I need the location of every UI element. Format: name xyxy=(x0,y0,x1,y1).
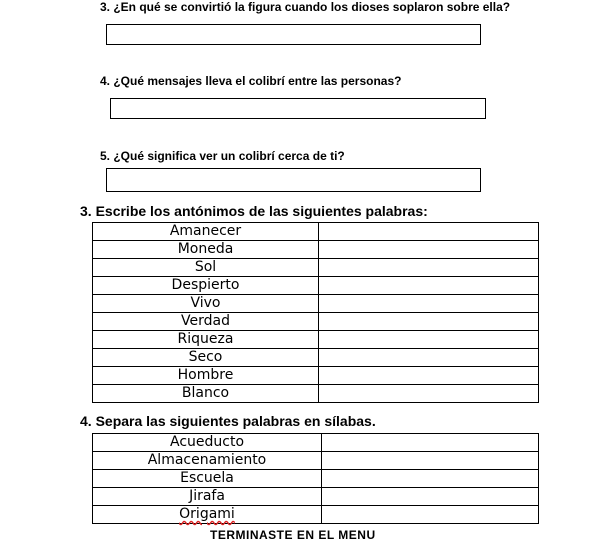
answer-cell[interactable] xyxy=(322,434,539,452)
antonym-row xyxy=(93,367,539,385)
answer-cell[interactable] xyxy=(322,452,539,470)
antonym-row xyxy=(93,349,539,367)
syllables-heading: 4. Separa las siguientes palabras en sílabas. xyxy=(80,413,376,429)
antonyms-table xyxy=(92,222,539,403)
syllable-row xyxy=(93,434,539,452)
footer-text: TERMINASTE EN EL MENU xyxy=(210,528,376,542)
word-text: Seco xyxy=(188,349,223,365)
answer-cell[interactable] xyxy=(319,367,539,385)
word-cell xyxy=(93,434,322,452)
question-4-answer-box[interactable] xyxy=(110,98,486,119)
word-cell xyxy=(93,223,319,241)
question-3-answer-box[interactable] xyxy=(106,24,481,45)
antonym-row xyxy=(93,259,539,277)
syllable-row xyxy=(93,488,539,506)
word-cell xyxy=(93,506,322,524)
word-cell xyxy=(93,488,322,506)
word-cell xyxy=(93,367,319,385)
answer-cell[interactable] xyxy=(319,241,539,259)
word-text: Jirafa xyxy=(189,488,225,504)
answer-cell[interactable] xyxy=(322,488,539,506)
answer-cell[interactable] xyxy=(322,470,539,488)
word-cell xyxy=(93,277,319,295)
word-cell xyxy=(93,349,319,367)
answer-cell[interactable] xyxy=(319,277,539,295)
antonym-row xyxy=(93,223,539,241)
word-text: Acueducto xyxy=(169,434,245,450)
word-text: Almacenamiento xyxy=(147,452,267,468)
word-cell xyxy=(93,295,319,313)
word-text: Despierto xyxy=(171,277,240,293)
word-text: Origami xyxy=(179,506,235,522)
word-text: Amanecer xyxy=(169,223,242,239)
answer-cell[interactable] xyxy=(319,259,539,277)
word-text: Hombre xyxy=(177,367,234,383)
word-cell xyxy=(93,470,322,488)
answer-cell[interactable] xyxy=(319,385,539,403)
antonym-row xyxy=(93,241,539,259)
question-3-label: 3. ¿En qué se convirtió la figura cuando los dioses soplaron sobre ella? xyxy=(100,0,511,14)
answer-cell[interactable] xyxy=(319,295,539,313)
word-text: Riqueza xyxy=(177,331,234,347)
antonym-row xyxy=(93,313,539,331)
word-cell xyxy=(93,385,319,403)
word-cell xyxy=(93,241,319,259)
antonym-row xyxy=(93,331,539,349)
word-cell xyxy=(93,259,319,277)
word-cell xyxy=(93,313,319,331)
answer-cell[interactable] xyxy=(319,223,539,241)
word-text: Escuela xyxy=(180,470,234,486)
answer-cell[interactable] xyxy=(322,506,539,524)
word-text: Sol xyxy=(194,259,217,275)
word-text: Blanco xyxy=(181,385,230,401)
question-5-answer-box[interactable] xyxy=(106,168,481,192)
syllable-row xyxy=(93,506,539,524)
word-cell xyxy=(93,331,319,349)
antonym-row xyxy=(93,385,539,403)
answer-cell[interactable] xyxy=(319,331,539,349)
syllable-row xyxy=(93,452,539,470)
syllables-table xyxy=(92,433,539,524)
antonym-row xyxy=(93,295,539,313)
answer-cell[interactable] xyxy=(319,349,539,367)
word-cell xyxy=(93,452,322,470)
word-text: Verdad xyxy=(181,313,230,329)
antonym-row xyxy=(93,277,539,295)
syllable-row xyxy=(93,470,539,488)
question-4-label: 4. ¿Qué mensajes lleva el colibrí entre las personas? xyxy=(100,74,402,88)
answer-cell[interactable] xyxy=(319,313,539,331)
antonyms-heading: 3. Escribe los antónimos de las siguientes palabras: xyxy=(80,203,428,219)
word-text: Moneda xyxy=(177,241,234,257)
word-text: Vivo xyxy=(190,295,221,311)
question-5-label: 5. ¿Qué significa ver un colibrí cerca de ti? xyxy=(100,149,345,163)
